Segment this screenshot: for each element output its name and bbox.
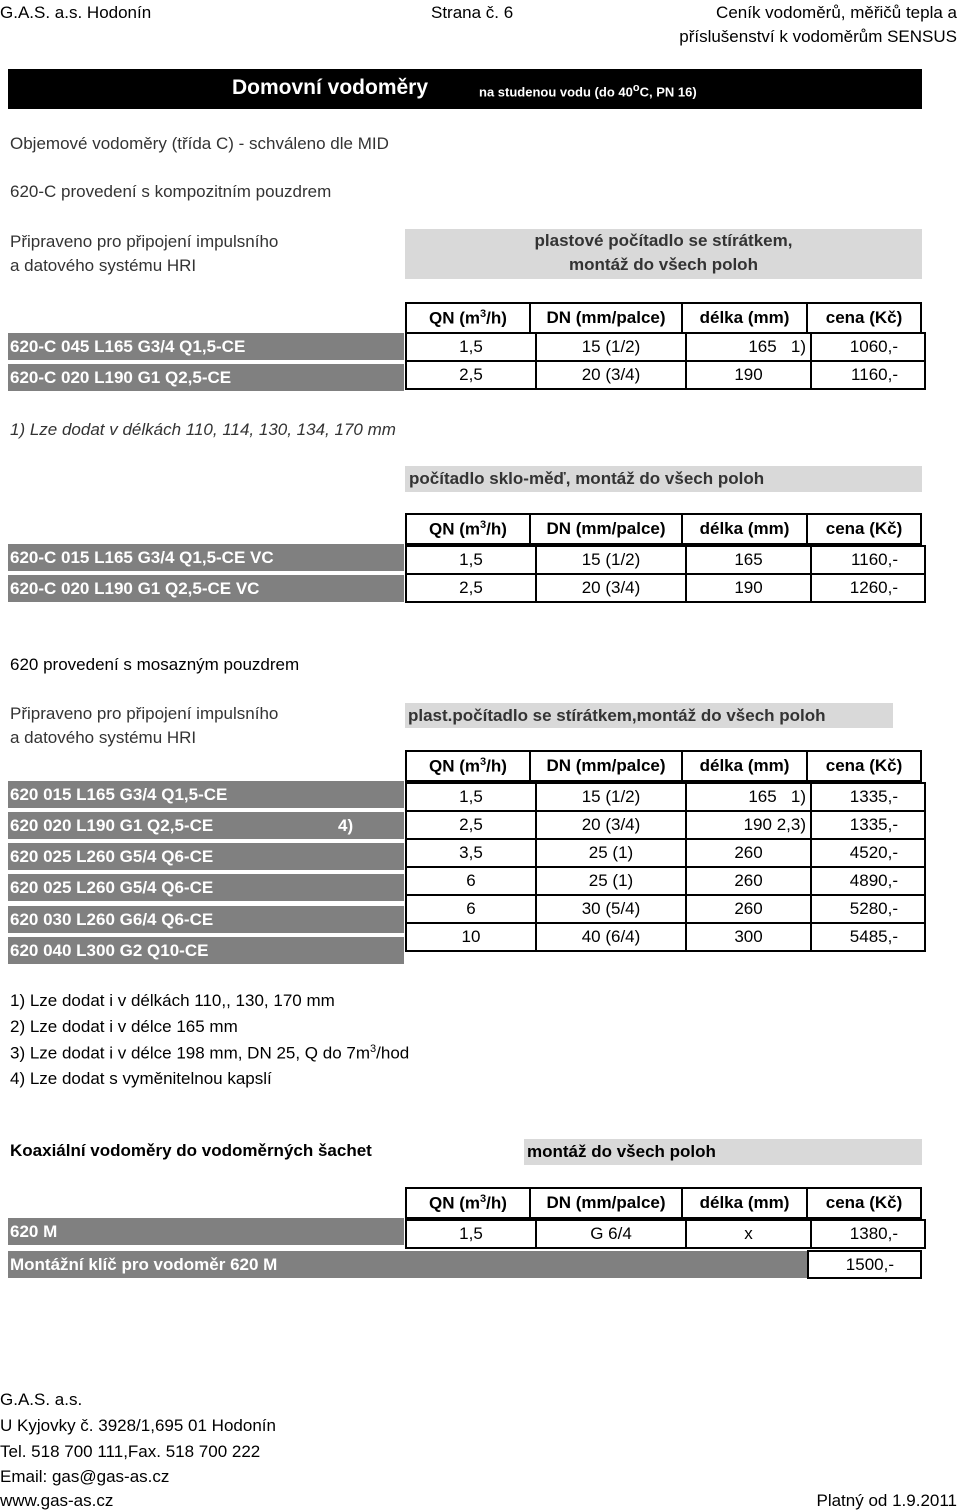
cell-length: 260 bbox=[686, 867, 811, 895]
footer-valid-from: Platný od 1.9.2011 bbox=[816, 1491, 957, 1510]
banner-subtitle-post: C, PN 16) bbox=[639, 84, 697, 100]
cell-length: 190 2,3) bbox=[686, 811, 811, 839]
cell-qn: 1,5 bbox=[406, 783, 536, 811]
row-label: 620-C 015 L165 G3/4 Q1,5-CE VC bbox=[8, 544, 404, 571]
cell-length: 190 bbox=[686, 574, 811, 602]
cell-qn: 2,5 bbox=[406, 574, 536, 602]
section-subheading-composite: 620-C provedení s kompozitním pouzdrem bbox=[10, 182, 332, 201]
cell-qn: 6 bbox=[406, 895, 536, 923]
footer-company: G.A.S. a.s. bbox=[0, 1390, 83, 1409]
cell-qn: 2,5 bbox=[406, 811, 536, 839]
table-header-3 bbox=[405, 750, 922, 782]
col-length: délka (mm) bbox=[682, 751, 807, 781]
banner-subtitle-sup: o bbox=[632, 82, 640, 94]
col-dn: DN (mm/palce) bbox=[530, 303, 682, 333]
banner-subtitle bbox=[479, 82, 697, 99]
cell-price: 1060,- bbox=[811, 333, 925, 361]
cell-length: 300 bbox=[686, 923, 811, 951]
cell-qn: 1,5 bbox=[406, 546, 536, 574]
section-heading-coaxial: Koaxiální vodoměry do vodoměrných šachet bbox=[10, 1141, 372, 1160]
col-qn: QN $(m^3/h)$ bbox=[406, 1188, 530, 1218]
row-label: 620-C 020 L190 G1 Q2,5-CE VC bbox=[8, 575, 404, 602]
cell-dn: G 6/4 bbox=[536, 1220, 686, 1248]
row-label: 620 025 L260 G5/4 Q6-CE bbox=[8, 874, 404, 901]
cell-length: x bbox=[686, 1220, 811, 1248]
cell-price: 1335,- bbox=[811, 783, 925, 811]
cell-qn: 3,5 bbox=[406, 839, 536, 867]
row-label: 620 020 L190 G1 Q2,5-CE 4) bbox=[8, 812, 404, 839]
cell-dn: 20 (3/4) bbox=[536, 361, 686, 389]
prep-text-line2: a datového systému HRI bbox=[10, 256, 197, 275]
cell-length: 165 1) bbox=[686, 333, 811, 361]
prep-text-line1: Připraveno pro připojení impulsního bbox=[10, 704, 279, 723]
counter-type-box-vc: počítadlo sklo-měď, montáž do všech poloh bbox=[405, 466, 922, 492]
table-row bbox=[406, 574, 925, 602]
cell-qn: 1,5 bbox=[406, 333, 536, 361]
prep-text-line1: Připraveno pro připojení impulsního bbox=[10, 232, 279, 251]
table-row bbox=[406, 923, 925, 951]
counter-type-box bbox=[405, 229, 922, 279]
page-number: Strana č. 6 bbox=[431, 3, 514, 22]
table-row bbox=[406, 867, 925, 895]
footer-email[interactable]: Email: gas@gas-as.cz bbox=[0, 1467, 170, 1486]
cell-price: 5485,- bbox=[811, 923, 925, 951]
cell-dn: 40 (6/4) bbox=[536, 923, 686, 951]
price-table-3 bbox=[405, 782, 926, 952]
table-row bbox=[406, 839, 925, 867]
table-header-1 bbox=[405, 302, 922, 334]
col-length: délka (mm) bbox=[682, 514, 807, 544]
footer-phone: Tel. 518 700 111,Fax. 518 700 222 bbox=[0, 1442, 261, 1461]
banner-title: Domovní vodoměry bbox=[232, 76, 429, 99]
section-heading-brass: 620 provedení s mosazným pouzdrem bbox=[10, 655, 300, 674]
cell-length: 190 bbox=[686, 361, 811, 389]
cell-price: 1260,- bbox=[811, 574, 925, 602]
cell-length: 260 bbox=[686, 895, 811, 923]
mounting-box: montáž do všech poloh bbox=[524, 1139, 922, 1165]
cell-price: 1160,- bbox=[811, 361, 925, 389]
row-label-note: 4) bbox=[338, 816, 354, 835]
price-table-2 bbox=[405, 545, 926, 603]
row-label: 620-C 045 L165 G3/4 Q1,5-CE bbox=[8, 333, 404, 360]
col-qn: QN $(m^3/h)$ bbox=[406, 751, 530, 781]
col-length: délka (mm) bbox=[682, 1188, 807, 1218]
row-label: 620 030 L260 G6/4 Q6-CE bbox=[8, 906, 404, 933]
footnote-4: 4) Lze dodat s vyměnitelnou kapslí bbox=[10, 1069, 272, 1088]
cell-price: 1500,- bbox=[807, 1250, 922, 1279]
footnote-3: 3) Lze dodat i v délce 198 mm, DN 25, Q do $7m^3$/hod bbox=[10, 1043, 410, 1063]
cell-price: 4890,- bbox=[811, 867, 925, 895]
price-table-1 bbox=[405, 332, 926, 390]
counter-type-line1: plastové počítadlo se stírátkem, bbox=[534, 231, 793, 250]
cell-dn: 20 (3/4) bbox=[536, 811, 686, 839]
footnote-1: 1) Lze dodat i v délkách 110,, 130, 170 mm bbox=[10, 991, 335, 1010]
cell-length: 260 bbox=[686, 839, 811, 867]
cell-length: 165 bbox=[686, 546, 811, 574]
cell-dn: 30 (5/4) bbox=[536, 895, 686, 923]
footnote-2: 2) Lze dodat i v délce 165 mm bbox=[10, 1017, 238, 1036]
cell-price: 1160,- bbox=[811, 546, 925, 574]
cell-dn: 25 (1) bbox=[536, 839, 686, 867]
cell-dn: 20 (3/4) bbox=[536, 574, 686, 602]
col-dn: DN (mm/palce) bbox=[530, 751, 682, 781]
prep-text-line2: a datového systému HRI bbox=[10, 728, 197, 747]
doc-title-line1: Ceník vodoměrů, měřičů tepla a bbox=[716, 3, 957, 22]
cell-price: 4520,- bbox=[811, 839, 925, 867]
counter-type-box-brass: plast.počítadlo se stírátkem,montáž do všech poloh bbox=[405, 703, 893, 728]
row-label: 620-C 020 L190 G1 Q2,5-CE bbox=[8, 364, 404, 391]
row-label: 620 M bbox=[8, 1218, 404, 1245]
cell-dn: 15 (1/2) bbox=[536, 546, 686, 574]
col-length: délka (mm) bbox=[682, 303, 807, 333]
cell-price: 1380,- bbox=[811, 1220, 925, 1248]
row-label: 620 025 L260 G5/4 Q6-CE bbox=[8, 843, 404, 870]
col-price: cena (Kč) bbox=[807, 1188, 921, 1218]
cell-price: 5280,- bbox=[811, 895, 925, 923]
table-row bbox=[406, 895, 925, 923]
title-banner bbox=[8, 69, 922, 109]
table-row bbox=[406, 546, 925, 574]
col-qn: QN $(m^3/h)$ bbox=[406, 514, 530, 544]
cell-price: 1335,- bbox=[811, 811, 925, 839]
cell-qn: 2,5 bbox=[406, 361, 536, 389]
col-dn: DN (mm/palce) bbox=[530, 1188, 682, 1218]
cell-length: 165 1) bbox=[686, 783, 811, 811]
table-header-2 bbox=[405, 513, 922, 545]
table-row bbox=[406, 333, 925, 361]
cell-qn: 1,5 bbox=[406, 1220, 536, 1248]
cell-dn: 15 (1/2) bbox=[536, 783, 686, 811]
table-row bbox=[406, 1220, 925, 1248]
company-name: G.A.S. a.s. Hodonín bbox=[0, 3, 152, 22]
cell-dn: 15 (1/2) bbox=[536, 333, 686, 361]
table-row bbox=[406, 361, 925, 389]
row-label-wrench: Montážní klíč pro vodoměr 620 M bbox=[8, 1251, 807, 1278]
row-label: 620 040 L300 G2 Q10-CE bbox=[8, 937, 404, 964]
footnote-lengths: 1) Lze dodat v délkách 110, 114, 130, 134, 170 mm bbox=[10, 420, 396, 439]
banner-subtitle-pre: na studenou vodu (do 40 bbox=[479, 84, 633, 100]
cell-qn: 6 bbox=[406, 867, 536, 895]
col-dn: DN (mm/palce) bbox=[530, 514, 682, 544]
row-label: 620 015 L165 G3/4 Q1,5-CE bbox=[8, 781, 404, 808]
footer-web[interactable]: www.gas-as.cz bbox=[0, 1491, 114, 1510]
price-table-4 bbox=[405, 1219, 926, 1249]
col-price: cena (Kč) bbox=[807, 514, 921, 544]
section-heading-mid: Objemové vodoměry (třída C) - schváleno dle MID bbox=[10, 134, 389, 153]
footer-address: U Kyjovky č. 3928/1,695 01 Hodonín bbox=[0, 1416, 276, 1435]
col-price: cena (Kč) bbox=[807, 751, 921, 781]
cell-dn: 25 (1) bbox=[536, 867, 686, 895]
table-row bbox=[406, 811, 925, 839]
col-qn: QN $(m^3/h)$ bbox=[406, 303, 530, 333]
col-price: cena (Kč) bbox=[807, 303, 921, 333]
table-row bbox=[406, 783, 925, 811]
doc-title-line2: příslušenství k vodoměrům SENSUS bbox=[679, 27, 957, 46]
counter-type-line2: montáž do všech poloh bbox=[569, 255, 758, 274]
cell-qn: 10 bbox=[406, 923, 536, 951]
table-header-4 bbox=[405, 1187, 922, 1219]
